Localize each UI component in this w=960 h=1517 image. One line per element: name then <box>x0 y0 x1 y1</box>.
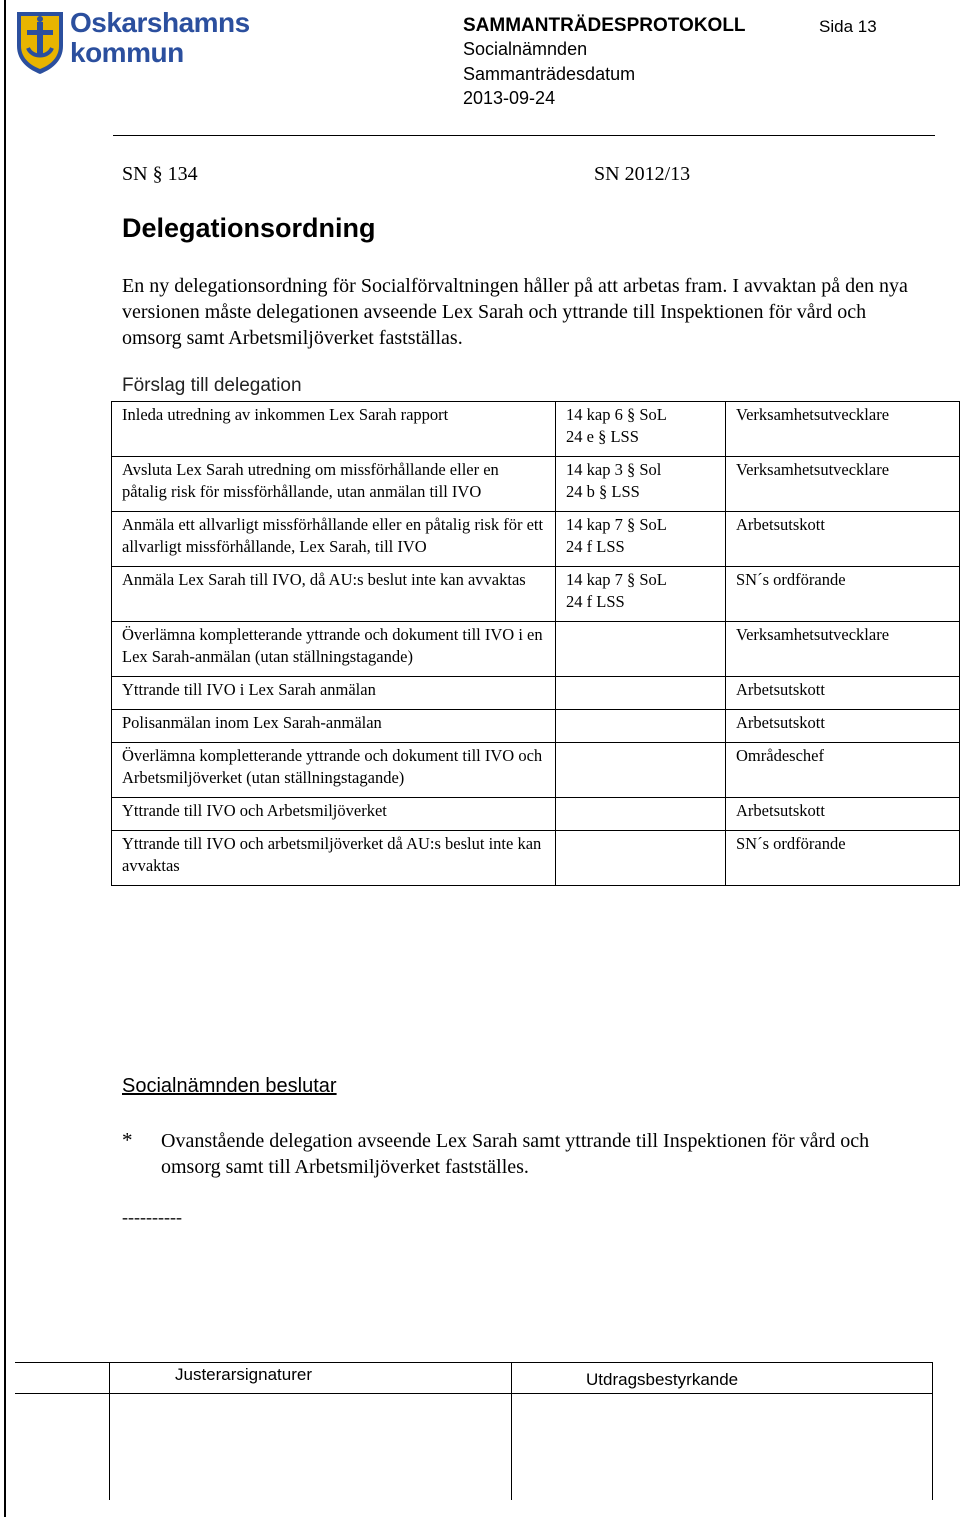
body-name: Socialnämnden <box>463 39 588 59</box>
matter-cell: Överlämna kompletterande yttrande och dokument till IVO och Arbetsmiljöverket (utan ställningstagande) <box>112 743 556 798</box>
law-reference-cell <box>556 798 726 831</box>
signatures-label: Justerarsignaturer <box>175 1365 313 1384</box>
delegate-cell: Verksamhetsutvecklare <box>726 457 960 512</box>
decision-heading: Socialnämnden beslutar <box>122 1075 337 1097</box>
matter-cell: Överlämna kompletterande yttrande och dokument till IVO i en Lex Sarah-anmälan (utan ställningstagande) <box>112 622 556 677</box>
matter-cell: Yttrande till IVO i Lex Sarah anmälan <box>112 677 556 710</box>
matter-cell: Anmäla ett allvarligt missförhållande eller en påtalig risk för ett allvarligt missförhållande, Lex Sarah, till IVO <box>112 512 556 567</box>
page-edge-line <box>4 0 6 1517</box>
matter-cell: Inleda utredning av inkommen Lex Sarah rapport <box>112 402 556 457</box>
law-reference-cell <box>556 622 726 677</box>
footer-mid-rule <box>15 1393 932 1394</box>
case-reference: SN 2012/13 <box>594 163 691 185</box>
law-reference-cell <box>556 677 726 710</box>
table-row <box>112 457 960 512</box>
table-row <box>112 512 960 567</box>
matter-cell: Anmäla Lex Sarah till IVO, då AU:s beslut inte kan avvaktas <box>112 567 556 622</box>
law-reference-cell: 14 kap 7 § SoL 24 f LSS <box>556 512 726 567</box>
meeting-date-label: Sammanträdesdatum <box>463 64 636 84</box>
logo-wordmark <box>70 8 250 68</box>
delegate-cell: Arbetsutskott <box>726 677 960 710</box>
delegate-cell: Arbetsutskott <box>726 710 960 743</box>
law-reference-cell: 14 kap 7 § SoL 24 f LSS <box>556 567 726 622</box>
law-reference-cell <box>556 831 726 886</box>
table-row <box>112 402 960 457</box>
table-row <box>112 743 960 798</box>
delegate-cell: Verksamhetsutvecklare <box>726 622 960 677</box>
header-rule <box>113 135 935 136</box>
delegate-cell: SN´s ordförande <box>726 567 960 622</box>
delegate-cell: Områdeschef <box>726 743 960 798</box>
page-number: Sida 13 <box>819 17 877 36</box>
delegate-cell: Verksamhetsutvecklare <box>726 402 960 457</box>
delegate-cell: Arbetsutskott <box>726 798 960 831</box>
table-row <box>112 567 960 622</box>
table-row <box>112 710 960 743</box>
proposal-heading: Förslag till delegation <box>122 375 302 396</box>
delegation-table <box>111 401 960 886</box>
delegation-table-body <box>112 402 960 886</box>
logo-wordmark-line2: kommun <box>70 37 184 68</box>
matter-cell: Yttrande till IVO och arbetsmiljöverket då AU:s beslut inte kan avvaktas <box>112 831 556 886</box>
footer-divider-3 <box>932 1362 933 1500</box>
law-reference-cell <box>556 743 726 798</box>
meeting-date: 2013-09-24 <box>463 88 556 108</box>
logo-wordmark-line1: Oskarshamns <box>70 7 250 38</box>
table-row <box>112 622 960 677</box>
table-row <box>112 677 960 710</box>
matter-cell: Polisanmälan inom Lex Sarah-anmälan <box>112 710 556 743</box>
law-reference-cell: 14 kap 6 § SoL 24 e § LSS <box>556 402 726 457</box>
decision-text: Ovanstående delegation avseende Lex Sarah samt yttrande till Inspektionen för vård och omsorg samt till Arbetsmiljöverket fastställes. <box>161 1130 870 1178</box>
certification-label: Utdragsbestyrkande <box>586 1370 739 1389</box>
matter-cell: Yttrande till IVO och Arbetsmiljöverket <box>112 798 556 831</box>
table-row <box>112 831 960 886</box>
matter-cell: Avsluta Lex Sarah utredning om missförhållande eller en påtalig risk för missförhållande, utan anmälan till IVO <box>112 457 556 512</box>
footer-top-rule <box>15 1362 932 1363</box>
intro-paragraph: En ny delegationsordning för Socialförvaltningen håller på att arbetas fram. I avvaktan på den nya versionen måste delegationen avseende Lex Sarah och yttrande till Inspektionen för vård och omsorg samt Arbetsmiljöverket fastställas. <box>122 275 908 349</box>
law-reference-cell: 14 kap 3 § Sol 24 b § LSS <box>556 457 726 512</box>
footer-divider-1 <box>109 1362 110 1500</box>
footer-divider-2 <box>511 1362 512 1500</box>
decision-bullet: * <box>122 1128 133 1152</box>
delegate-cell: SN´s ordförande <box>726 831 960 886</box>
protocol-title: SAMMANTRÄDESPROTOKOLL <box>463 15 746 36</box>
end-marker: ---------- <box>122 1207 182 1227</box>
case-number: SN § 134 <box>122 163 198 185</box>
table-row <box>112 798 960 831</box>
law-reference-cell <box>556 710 726 743</box>
page-title: Delegationsordning <box>122 213 376 243</box>
delegate-cell: Arbetsutskott <box>726 512 960 567</box>
municipality-crest-logo <box>14 8 66 76</box>
